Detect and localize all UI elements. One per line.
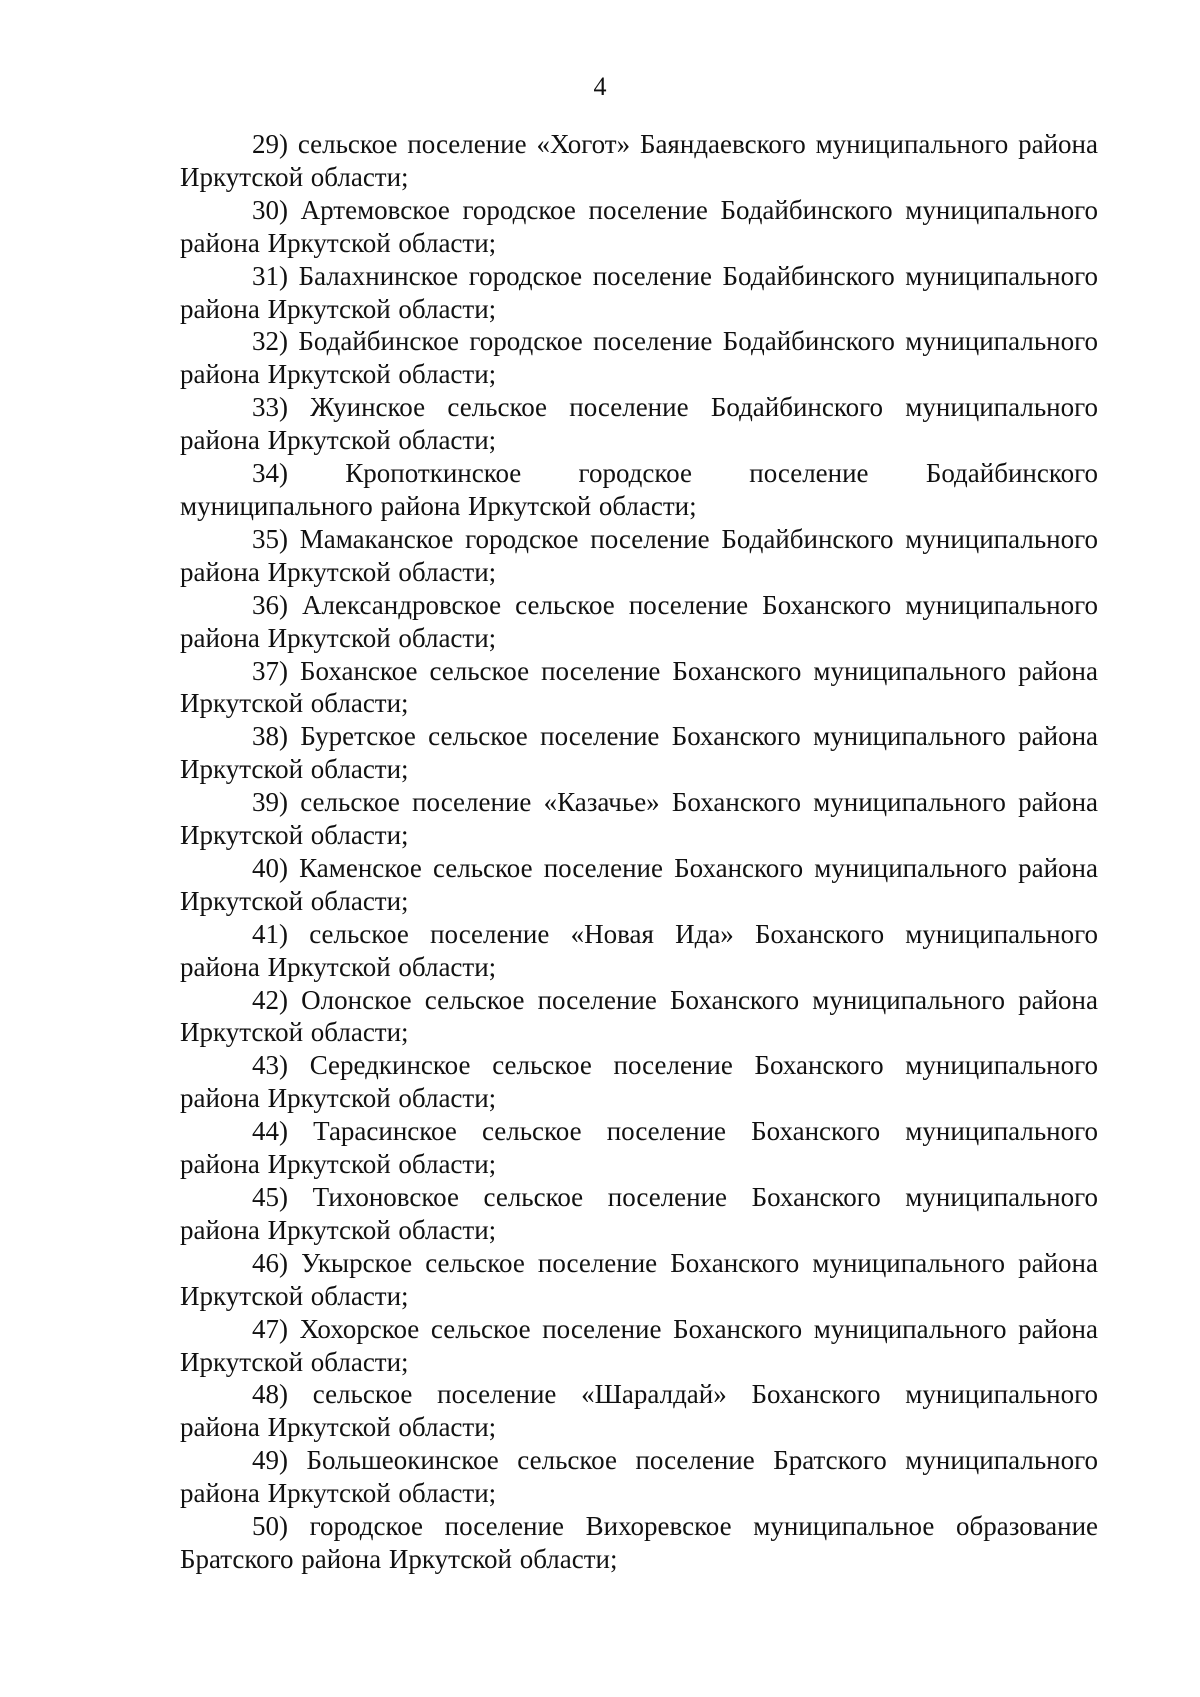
list-item-36: 36) Александровское сельское поселение Боханского муниципального района Иркутской области;	[180, 589, 1098, 653]
page-number: 4	[593, 72, 607, 101]
list-item-37: 37) Боханское сельское поселение Боханского муниципального района Иркутской области;	[180, 655, 1098, 719]
list-item-41: 41) сельское поселение «Новая Ида» Боханского муниципального района Иркутской области;	[180, 918, 1098, 982]
settlement-list	[180, 128, 1098, 1576]
list-item-44: 44) Тарасинское сельское поселение Боханского муниципального района Иркутской области;	[180, 1116, 1098, 1180]
list-item-46: 46) Укырское сельское поселение Боханского муниципального района Иркутской области;	[180, 1247, 1098, 1311]
list-item-31: 31) Балахнинское городское поселение Бодайбинского муниципального района Иркутской области;	[180, 260, 1098, 324]
list-item-30: 30) Артемовское городское поселение Бодайбинского муниципального района Иркутской области;	[180, 194, 1098, 258]
list-item-49: 49) Большеокинское сельское поселение Братского муниципального района Иркутской области;	[180, 1445, 1098, 1509]
list-item-33: 33) Жуинское сельское поселение Бодайбинского муниципального района Иркутской области;	[180, 392, 1098, 456]
list-item-47: 47) Хохорское сельское поселение Боханского муниципального района Иркутской области;	[180, 1313, 1098, 1377]
list-item-39: 39) сельское поселение «Казачье» Боханского муниципального района Иркутской области;	[180, 787, 1098, 851]
list-item-35: 35) Мамаканское городское поселение Бодайбинского муниципального района Иркутской области;	[180, 523, 1098, 587]
list-item-50: 50) городское поселение Вихоревское муниципальное образование Братского района Иркутской области;	[180, 1511, 1098, 1574]
list-item-43: 43) Середкинское сельское поселение Боханского муниципального района Иркутской области;	[180, 1050, 1098, 1114]
list-item-34: 34) Кропоткинское городское поселение Бодайбинского муниципального района Иркутской области;	[180, 458, 1098, 521]
list-item-38: 38) Буретское сельское поселение Боханского муниципального района Иркутской области;	[180, 721, 1098, 785]
list-item-32: 32) Бодайбинское городское поселение Бодайбинского муниципального района Иркутской области;	[180, 326, 1098, 390]
list-item-45: 45) Тихоновское сельское поселение Боханского муниципального района Иркутской области;	[180, 1182, 1098, 1245]
list-item-48: 48) сельское поселение «Шаралдай» Боханского муниципального района Иркутской области;	[180, 1379, 1098, 1443]
list-item-42: 42) Олонское сельское поселение Боханского муниципального района Иркутской области;	[180, 984, 1098, 1048]
list-item-40: 40) Каменское сельское поселение Боханского муниципального района Иркутской области;	[180, 852, 1098, 916]
list-item-29: 29) сельское поселение «Хогот» Баяндаевского муниципального района Иркутской области;	[180, 129, 1098, 192]
